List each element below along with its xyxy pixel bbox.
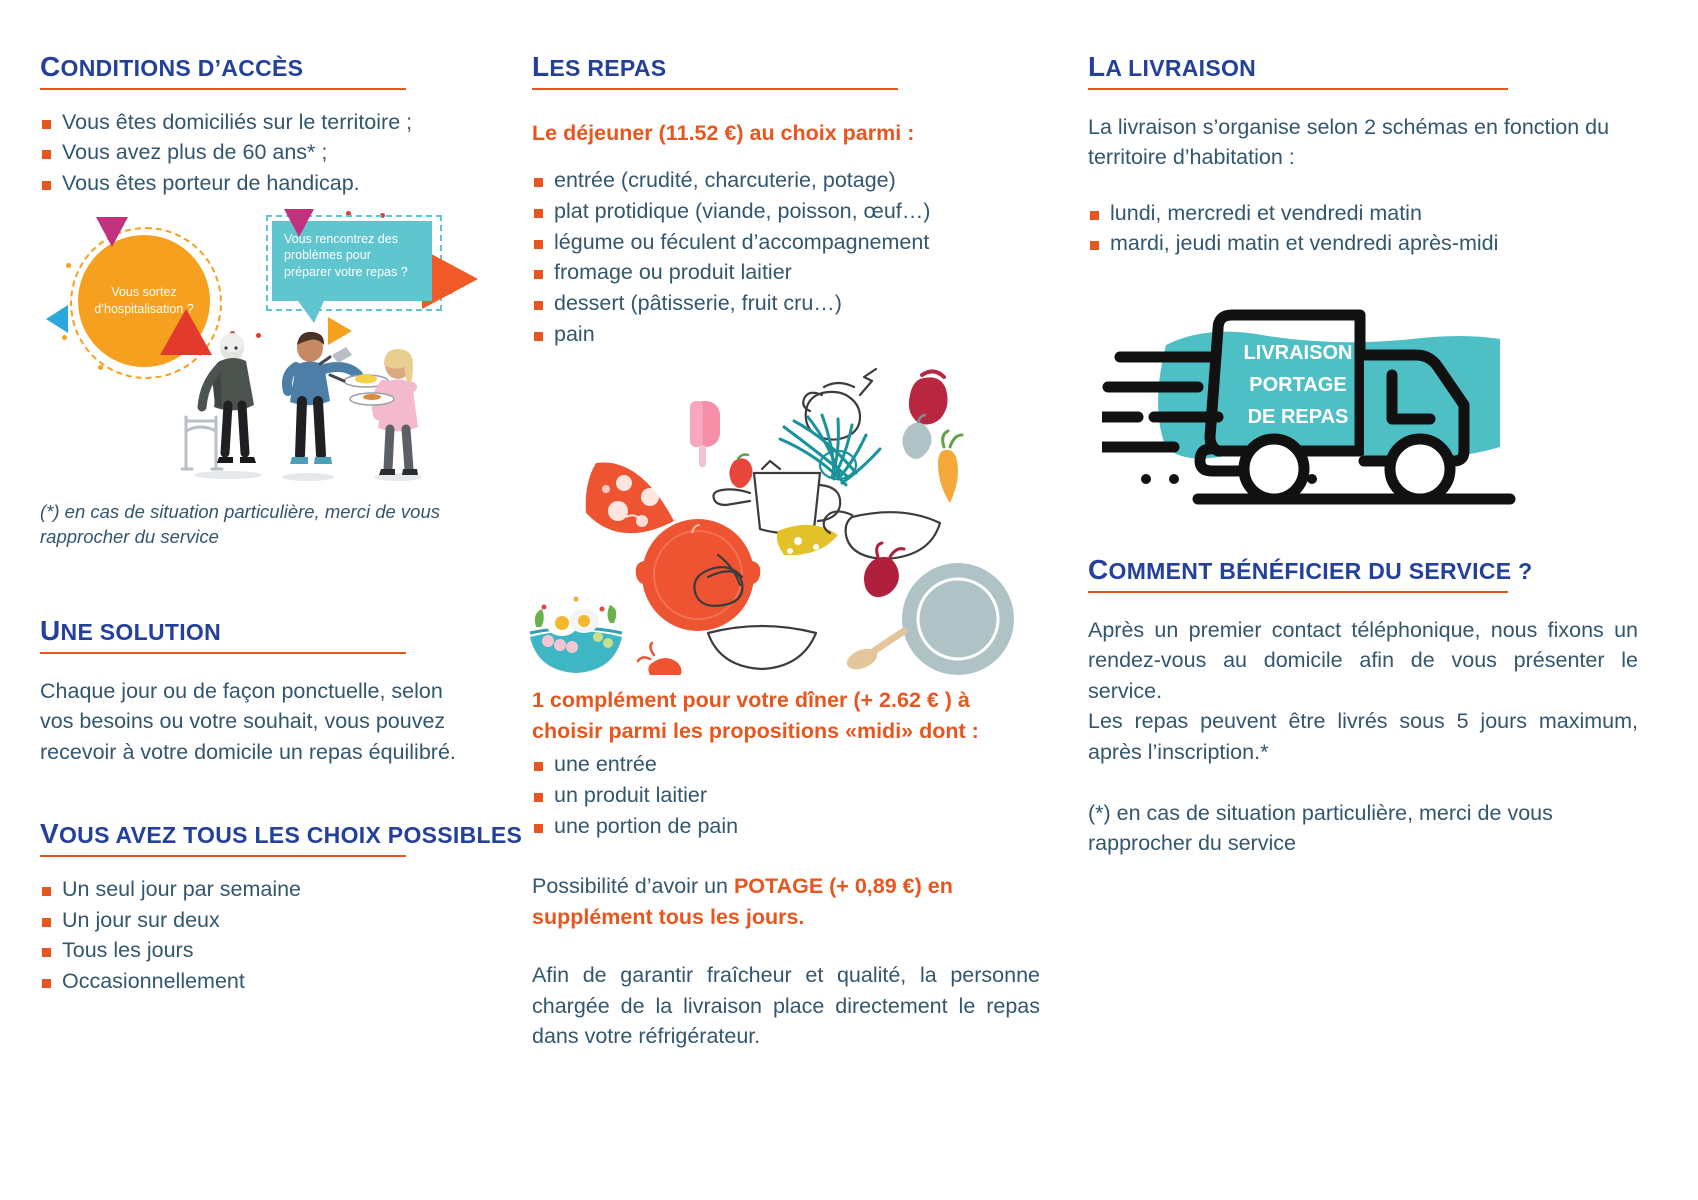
section-complement [532, 685, 1040, 841]
heading-underline [40, 88, 406, 90]
truck-wheel-rear [1244, 439, 1304, 499]
dot-decoration [1169, 474, 1179, 484]
heading-text: A LIVRAISON [1105, 55, 1257, 81]
list-item: plat protidique (viande, poisson, œuf…) [532, 197, 1040, 227]
truck-text-line2: PORTAGE [1249, 374, 1347, 397]
middle-column [520, 0, 1060, 1200]
triangle-magenta-icon [96, 217, 128, 247]
list-item: une portion de pain [532, 812, 1040, 842]
list-item: Tous les jours [40, 936, 480, 966]
subtitle-dejeuner-prix: Le déjeuner (11.52 €) au choix parmi : [532, 120, 915, 145]
list-item: dessert (pâtisserie, fruit cru…) [532, 289, 1040, 319]
strawberry-icon [729, 455, 752, 489]
heading-la-livraison [1088, 52, 1638, 83]
list-item: Occasionnellement [40, 967, 480, 997]
truck-wheel-front [1390, 439, 1450, 499]
dot-decoration [62, 335, 67, 340]
wooden-spoon-icon [844, 631, 904, 673]
paragraph-delai-livraison: Les repas peuvent être livrés sous 5 jours maximum, après l’inscription.* [1088, 709, 1638, 764]
heading-dropcap: L [1088, 51, 1106, 82]
popsicle-icon [690, 401, 720, 467]
illustration-food-collage [522, 365, 1022, 675]
heading-text: ES REPAS [549, 55, 667, 81]
apple-grey-icon [902, 423, 931, 460]
heading-comment-beneficier [1088, 555, 1638, 586]
heading-choix-possibles [40, 818, 523, 850]
figure-elderly-man [182, 333, 262, 479]
list-item: entrée (crudité, charcuterie, potage) [532, 166, 1040, 196]
heading-underline [1088, 591, 1508, 593]
heading-conditions-acces [40, 52, 480, 83]
list-item: légume ou féculent d’accompagnement [532, 228, 1040, 258]
title-complement-diner: 1 complément pour votre dîner (+ 2.62 € ) à choisir parmi les propositions «midi» dont : [532, 688, 979, 743]
white-bowl-icon [708, 626, 816, 669]
heading-underline [40, 652, 406, 654]
paragraph-potage [532, 871, 1040, 932]
pizza-slice-icon [586, 463, 674, 534]
cheese-icon [777, 525, 838, 555]
bubble-problemes-repas-text: Vous rencontrez des problèmes pour préparer votre repas ? [284, 231, 408, 279]
triangle-blue-icon [46, 305, 68, 333]
bubble-hospitalisation-text: Vous sortez d’hospitalisation ? [94, 284, 194, 316]
herbs-icon [780, 415, 880, 485]
section-une-solution [40, 616, 480, 767]
list-item: Vous êtes porteur de handicap. [40, 169, 480, 199]
frying-pan-icon [824, 512, 940, 560]
right-column [1060, 0, 1698, 1200]
list-item: Un jour sur deux [40, 906, 480, 936]
list-item: pain [532, 320, 1040, 350]
heading-text: OUS AVEZ TOUS LES CHOIX POSSIBLES [58, 822, 523, 849]
heading-underline [1088, 88, 1508, 90]
heading-une-solution [40, 616, 480, 647]
beet-icon [864, 543, 904, 597]
truck-text-line3: DE REPAS [1247, 406, 1349, 429]
livraison-list [1088, 199, 1638, 259]
paragraph-premier-contact: Après un premier contact téléphonique, nous fixons un rendez-vous au domicile afin de vous présenter le service. [1088, 617, 1638, 703]
list-item: Vous êtes domiciliés sur le territoire ; [40, 108, 480, 138]
heading-dropcap: C [40, 51, 61, 82]
bubble-tail [298, 301, 324, 323]
section-les-repas [532, 52, 1040, 349]
people-illustration [170, 331, 470, 481]
paragraph-livraison: La livraison s’organise selon 2 schémas en fonction du territoire d’habitation : [1088, 114, 1610, 170]
conditions-list [40, 108, 480, 199]
list-item: un produit laitier [532, 781, 1040, 811]
footnote-situation-particuliere: (*) en cas de situation particulière, merci de vous rapprocher du service [1088, 800, 1553, 856]
grey-plate-icon [902, 563, 1014, 675]
section-la-livraison [1088, 52, 1638, 259]
list-item: une entrée [532, 750, 1040, 780]
heading-dropcap: V [40, 818, 59, 850]
shrimp-icon [638, 643, 682, 675]
heading-underline [532, 88, 898, 90]
dejeuner-list [532, 166, 1040, 349]
egg-salad-bowl-icon [530, 597, 622, 674]
illustration-people-bubbles [40, 213, 480, 483]
complement-list [532, 750, 1040, 841]
list-item: Vous avez plus de 60 ans* ; [40, 138, 480, 168]
dot-decoration [66, 263, 71, 268]
choix-list [40, 875, 480, 997]
delivery-truck-svg [1102, 289, 1522, 519]
list-item: mardi, jeudi matin et vendredi après-midi [1088, 229, 1638, 259]
section-conditions-acces [40, 52, 480, 199]
illustration-delivery-truck [1102, 289, 1522, 519]
paragraph-fraicheur: Afin de garantir fraîcheur et qualité, la personne chargée de la livraison place directement le repas dans votre réfrigérateur. [532, 963, 1040, 1049]
potage-lead-text: Possibilité d’avoir un [532, 874, 734, 899]
left-column [0, 0, 523, 1200]
jug-icon [909, 372, 948, 425]
list-item: lundi, mercredi et vendredi matin [1088, 199, 1638, 229]
section-comment-beneficier [1088, 555, 1638, 858]
heading-text: ONDITIONS D’ACCÈS [60, 55, 304, 81]
heading-underline [40, 855, 406, 857]
paragraph-une-solution: Chaque jour ou de façon ponctuelle, selon vos besoins ou votre souhait, vous pouvez recevoir à votre domicile un repas équilibré. [40, 678, 456, 764]
heading-dropcap: L [532, 51, 550, 82]
truck-text-line1: LIVRAISON [1243, 342, 1353, 365]
list-item: Un seul jour par semaine [40, 875, 480, 905]
heading-les-repas [532, 52, 1040, 83]
section-choix-possibles [40, 818, 523, 996]
carrot-icon [938, 431, 962, 503]
heading-dropcap: U [40, 614, 61, 646]
potage-highlight-text: POTAGE (+ 0,89 €) en supplément tous les jours. [532, 874, 953, 929]
triangle-magenta-2-icon [284, 209, 314, 237]
food-collage-svg [522, 365, 1022, 675]
footnote-conditions: (*) en cas de situation particulière, merci de vous rapprocher du service [40, 500, 440, 548]
heading-text: OMMENT BÉNÉFICIER DU SERVICE ? [1108, 558, 1533, 585]
figure-woman [350, 349, 422, 481]
heading-text: NE SOLUTION [60, 618, 222, 645]
dot-decoration [1141, 474, 1151, 484]
list-item: fromage ou produit laitier [532, 258, 1040, 288]
heading-dropcap: C [1088, 554, 1109, 586]
